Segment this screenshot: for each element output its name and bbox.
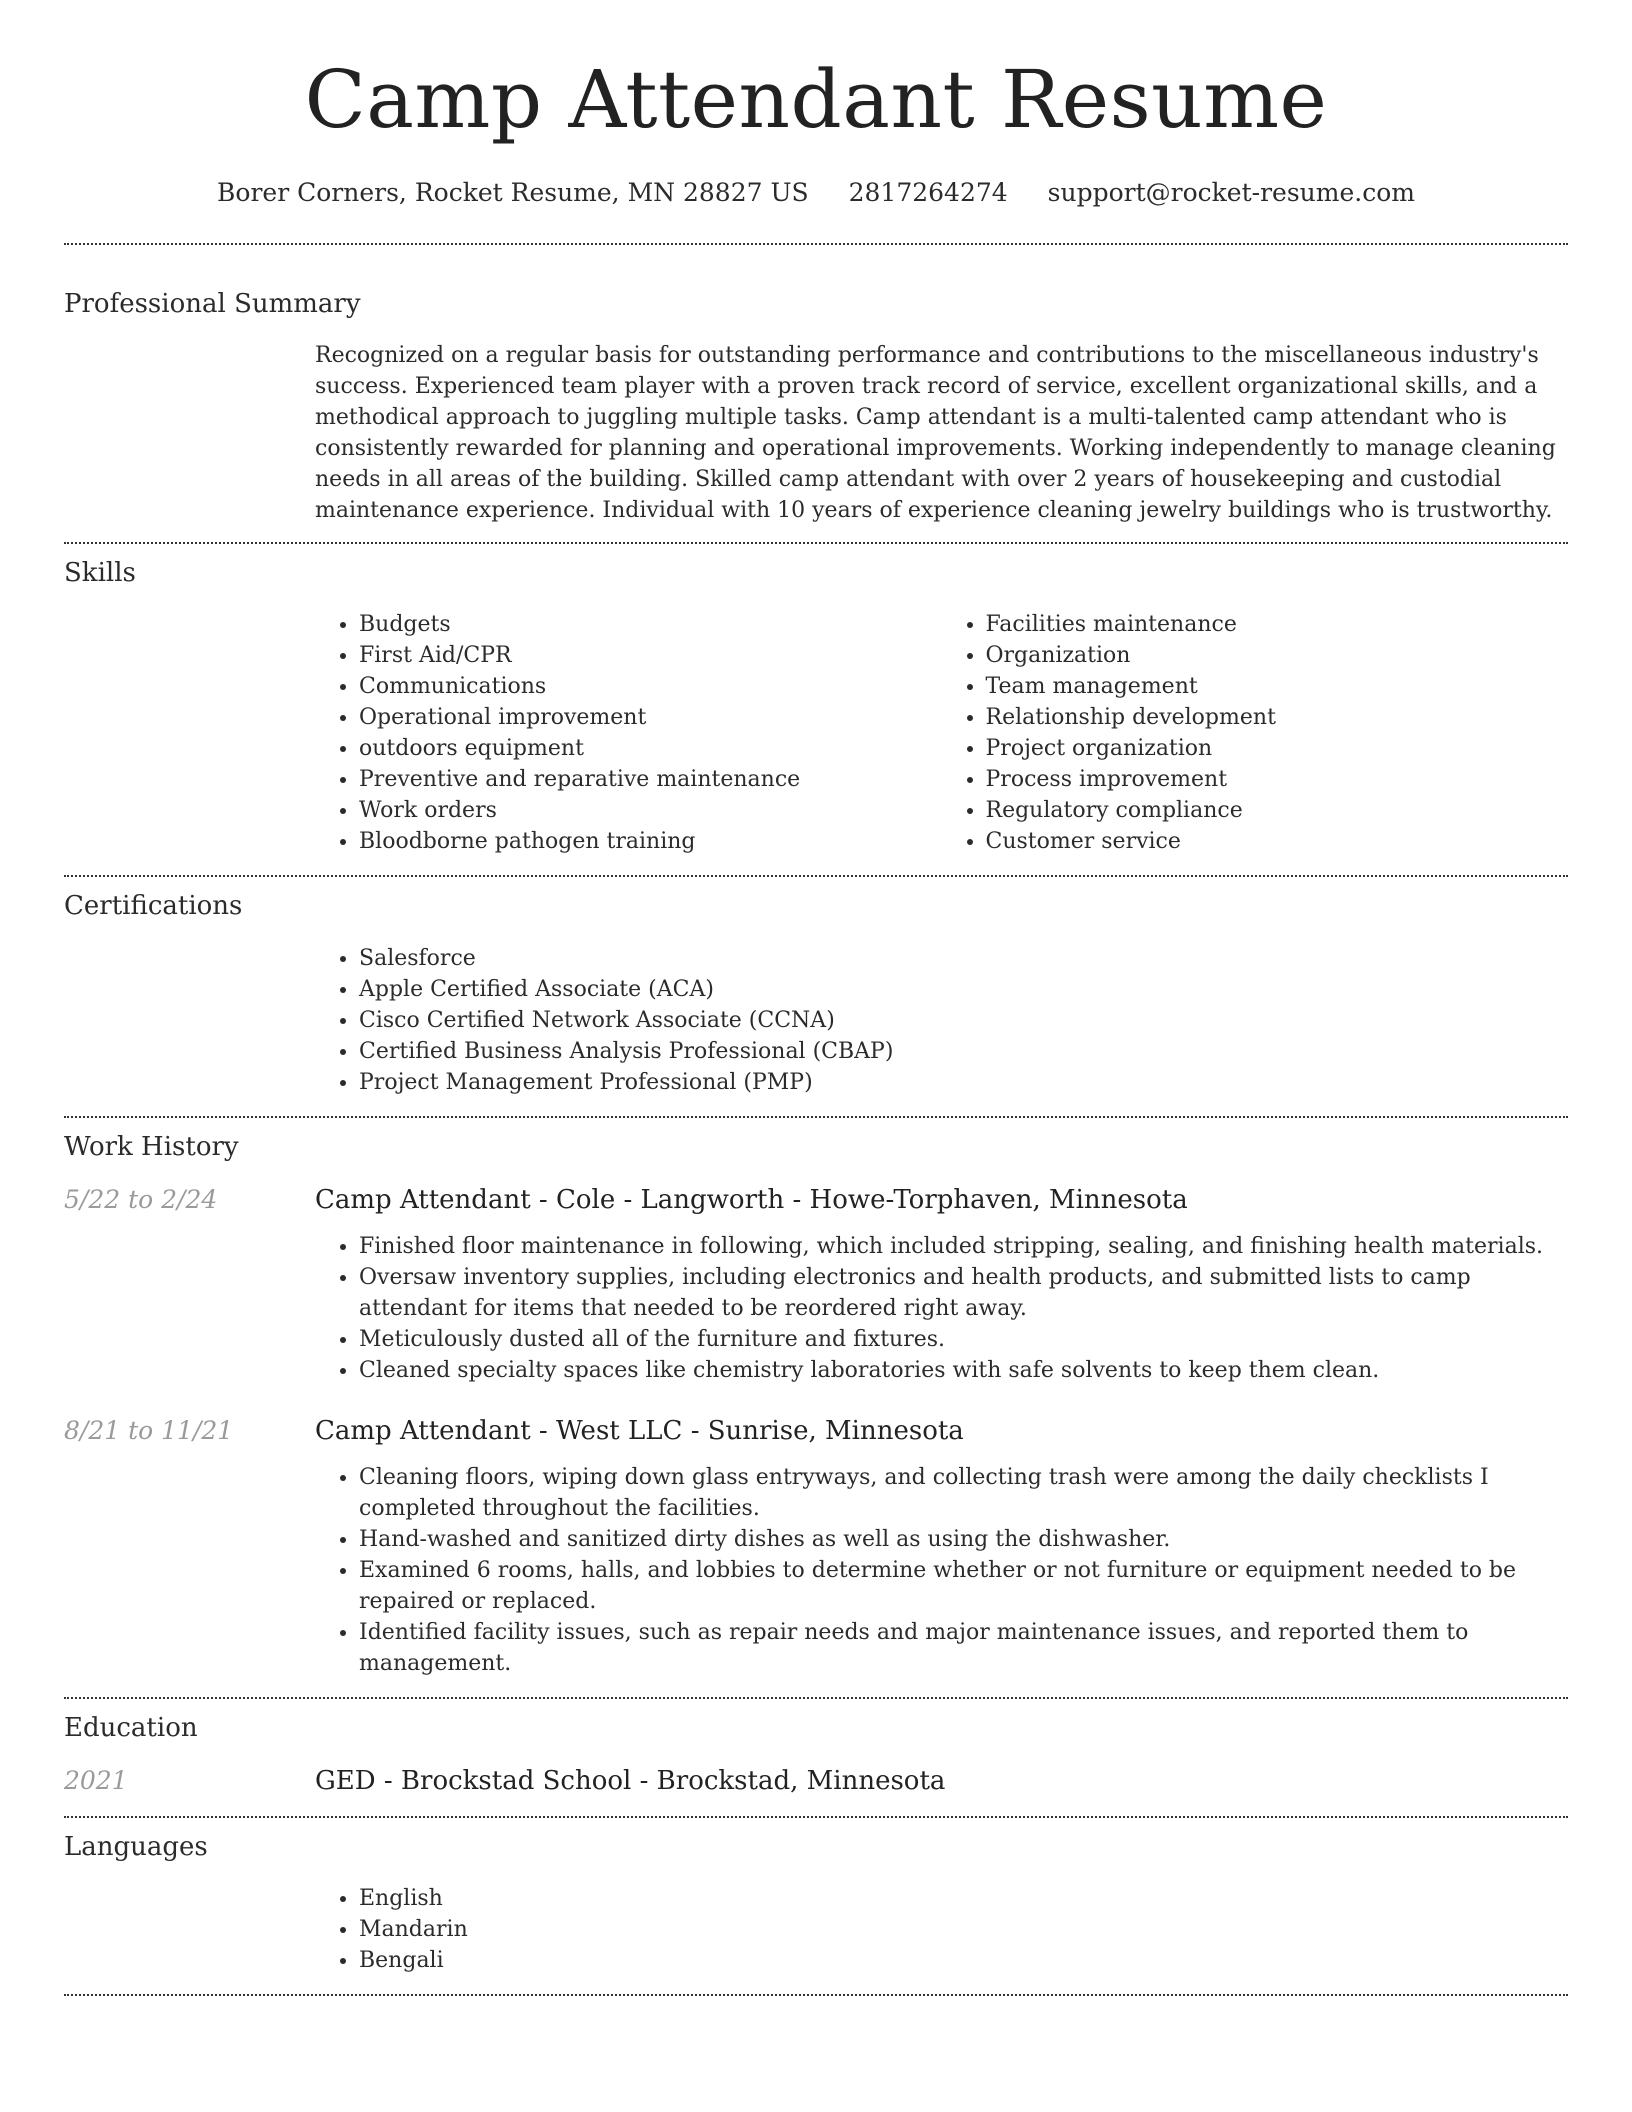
list-item: • Communications <box>359 671 942 702</box>
section-heading-certifications: Certifications <box>64 891 243 922</box>
list-item: • Cleaned specialty spaces like chemistry laboratories with safe solvents to keep them clean. <box>359 1355 1568 1386</box>
contact-address: Borer Corners, Rocket Resume, MN 28827 US <box>217 178 809 207</box>
certifications-section <box>64 877 1568 1115</box>
job-bullets <box>315 1231 1568 1386</box>
list-item: • Identified facility issues, such as repair needs and major maintenance issues, and reported them to management. <box>359 1617 1568 1679</box>
job-body <box>315 1183 1568 1386</box>
job-entry <box>64 1414 1568 1679</box>
list-item: • Mandarin <box>359 1914 1568 1945</box>
list-item: • Cleaning floors, wiping down glass entryways, and collecting trash were among the daily checklists I completed throughout the facilities. <box>359 1462 1568 1524</box>
divider <box>64 1994 1568 1996</box>
list-item: • Meticulously dusted all of the furniture and fixtures. <box>359 1324 1568 1355</box>
certifications-list <box>315 943 1568 1098</box>
job-bullets <box>315 1462 1568 1679</box>
skills-list-right <box>942 609 1569 857</box>
skills-grid <box>315 609 1568 875</box>
section-heading-work-history: Work History <box>64 1131 239 1162</box>
work-history-section <box>64 1118 1568 1697</box>
page-title: Camp Attendant Resume <box>304 53 1328 146</box>
list-item: • Organization <box>986 640 1569 671</box>
languages-content <box>315 1883 1568 1994</box>
education-year: 2021 <box>64 1765 128 1795</box>
list-item: • Budgets <box>359 609 942 640</box>
list-item: • Team management <box>986 671 1569 702</box>
list-item: • Project Management Professional (PMP) <box>359 1067 1568 1098</box>
list-item: • Facilities maintenance <box>986 609 1569 640</box>
languages-section <box>64 1818 1568 1994</box>
list-item: • Relationship development <box>986 702 1569 733</box>
list-item: • Work orders <box>359 795 942 826</box>
skills-list-left <box>315 609 942 857</box>
list-item: • Project organization <box>986 733 1569 764</box>
list-item: • Regulatory compliance <box>986 795 1569 826</box>
section-heading-education: Education <box>64 1712 198 1743</box>
education-section <box>64 1699 1568 1816</box>
list-item: • Preventive and reparative maintenance <box>359 764 942 795</box>
list-item: • Oversaw inventory supplies, including electronics and health products, and submitted lists to camp attendant for items that needed to be reordered right away. <box>359 1262 1568 1324</box>
list-item: • Examined 6 rooms, halls, and lobbies to determine whether or not furniture or equipment needed to be repaired or replaced. <box>359 1555 1568 1617</box>
job-dates: 5/22 to 2/24 <box>64 1184 218 1214</box>
job-dates: 8/21 to 11/21 <box>64 1415 234 1445</box>
job-title: Camp Attendant - West LLC - Sunrise, Minnesota <box>315 1415 964 1446</box>
job-title: Camp Attendant - Cole - Langworth - Howe-Torphaven, Minnesota <box>315 1184 1188 1215</box>
list-item: • Salesforce <box>359 943 1568 974</box>
list-item: • Customer service <box>986 826 1569 857</box>
list-item: • Hand-washed and sanitized dirty dishes as well as using the dishwasher. <box>359 1524 1568 1555</box>
job-entry <box>64 1183 1568 1386</box>
languages-list <box>315 1883 1568 1976</box>
certifications-content <box>315 943 1568 1116</box>
contact-email: support@rocket-resume.com <box>1047 178 1415 207</box>
list-item: • Apple Certified Associate (ACA) <box>359 974 1568 1005</box>
list-item: • Process improvement <box>986 764 1569 795</box>
summary-text: Recognized on a regular basis for outstanding performance and contributions to the miscellaneous industry's success. Experienced team player with a proven track record of service, excellent organizational skills, and a methodical approach to juggling multiple tasks. Camp attendant is a multi-talented camp attendant who is consistently rewarded for planning and operational improvements. Working independently to manage cleaning needs in all areas of the building. Skilled camp attendant with over 2 years of housekeeping and custodial maintenance experience. Individual with 10 years of experience cleaning jewelry buildings who is trustworthy. <box>315 343 1556 524</box>
skills-section <box>64 544 1568 875</box>
section-heading-summary: Professional Summary <box>64 289 361 319</box>
section-heading-skills: Skills <box>64 558 136 589</box>
section-heading-languages: Languages <box>64 1831 208 1862</box>
list-item: • Bengali <box>359 1945 1568 1976</box>
list-item: • outdoors equipment <box>359 733 942 764</box>
contact-phone: 2817264274 <box>848 178 1008 207</box>
list-item: • First Aid/CPR <box>359 640 942 671</box>
list-item: • Bloodborne pathogen training <box>359 826 942 857</box>
job-body <box>315 1414 1568 1679</box>
contact-line <box>64 178 1568 207</box>
education-entry <box>64 1764 1568 1798</box>
list-item: • Operational improvement <box>359 702 942 733</box>
summary-section <box>64 245 1568 542</box>
list-item: • Certified Business Analysis Professional (CBAP) <box>359 1036 1568 1067</box>
list-item: • Finished floor maintenance in following, which included stripping, sealing, and finishing health materials. <box>359 1231 1568 1262</box>
education-body <box>315 1764 1568 1798</box>
education-title: GED - Brockstad School - Brockstad, Minnesota <box>315 1765 946 1796</box>
list-item: • English <box>359 1883 1568 1914</box>
list-item: • Cisco Certified Network Associate (CCNA) <box>359 1005 1568 1036</box>
